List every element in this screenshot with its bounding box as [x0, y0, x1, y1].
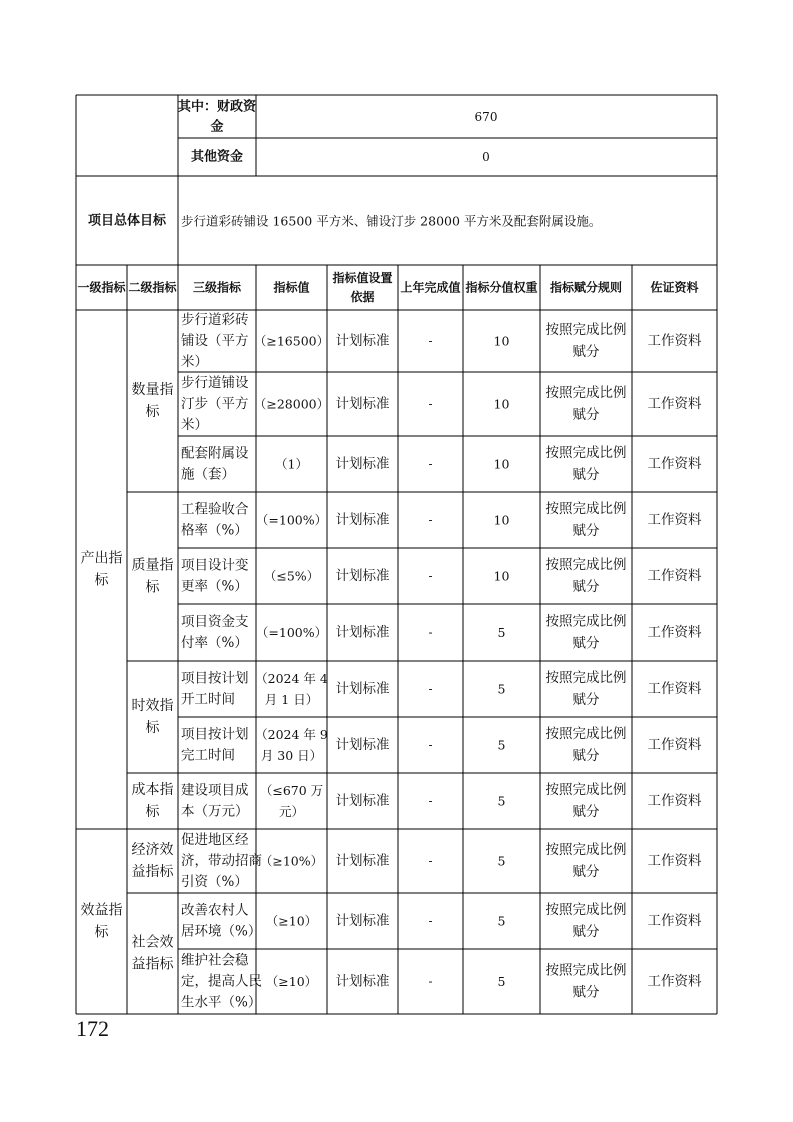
level2-label: 时效指	[131, 698, 174, 714]
level3-indicator: 定，提高人民	[181, 973, 262, 990]
level2-label: 经济效	[131, 842, 174, 858]
scoring-rule: 赋分	[572, 523, 600, 539]
level3-indicator: 生水平（%）	[181, 994, 262, 1011]
scoring-rule: 按照完成比例	[545, 557, 627, 573]
evidence: 工作资料	[647, 396, 702, 412]
level2-label: 标	[145, 404, 160, 420]
previous-value: -	[428, 794, 433, 808]
scoring-rule: 按照完成比例	[545, 322, 627, 338]
level3-indicator: 改善农村人	[181, 902, 249, 919]
scoring-rule: 赋分	[572, 984, 600, 1001]
scoring-rule: 赋分	[572, 924, 600, 940]
scoring-rule: 按照完成比例	[545, 670, 627, 686]
indicator-weight: 5	[497, 913, 506, 929]
level1-label: 标	[94, 924, 109, 941]
level2-label: 益指标	[131, 864, 174, 880]
indicator-basis: 计划标准	[335, 913, 390, 929]
level2-label: 社会效	[131, 934, 174, 951]
level3-indicator: 铺设（平方	[181, 333, 249, 349]
evidence: 工作资料	[647, 333, 702, 349]
indicator-weight: 5	[497, 737, 506, 753]
level3-indicator: 施（套）	[181, 466, 235, 483]
indicator-value: （≥10）	[265, 974, 318, 989]
indicator-value: （2024 年 4	[255, 671, 328, 686]
evidence: 工作资料	[647, 793, 702, 809]
indicator-basis: 计划标准	[335, 333, 390, 349]
indicator-value: （≤670 万	[259, 783, 324, 798]
header-weight: 指标分值权重	[465, 280, 538, 295]
other-funds-value: 0	[482, 150, 490, 164]
indicator-basis: 计划标准	[335, 624, 390, 641]
indicator-basis: 计划标准	[335, 512, 390, 528]
scoring-rule: 按照完成比例	[545, 501, 627, 517]
indicator-basis: 计划标准	[335, 568, 390, 584]
fiscal-funds-label: 其中：财政资	[177, 99, 257, 115]
scoring-rule: 按照完成比例	[545, 782, 627, 798]
indicator-value: （≥28000）	[253, 396, 330, 412]
header-previous: 上年完成值	[400, 280, 461, 295]
header-level2: 二级指标	[128, 280, 177, 295]
level3-indicator: 步行道铺设	[181, 375, 249, 391]
indicator-basis: 计划标准	[335, 681, 390, 697]
scoring-rule: 赋分	[572, 864, 600, 880]
indicator-basis: 计划标准	[335, 396, 390, 412]
level1-label: 效益指	[80, 902, 123, 919]
scoring-rule: 赋分	[572, 407, 600, 423]
previous-value: -	[428, 914, 433, 928]
level3-indicator: 本（万元）	[181, 803, 249, 820]
indicator-weight: 5	[497, 974, 506, 989]
level3-indicator: 居环境（%）	[181, 923, 262, 940]
other-funds-label: 其他资金	[190, 149, 244, 165]
indicator-value: （≥10）	[265, 913, 318, 929]
indicator-basis: 计划标准	[335, 456, 390, 472]
level3-indicator: 引资（%）	[181, 874, 248, 890]
level3-indicator: 项目按计划	[181, 726, 249, 743]
level3-indicator: 完工时间	[181, 747, 235, 764]
previous-value: -	[428, 854, 433, 868]
evidence: 工作资料	[647, 681, 702, 697]
level3-indicator: 汀步（平方	[181, 396, 249, 412]
level3-indicator: 项目设计变	[181, 557, 249, 574]
level3-indicator: 付率（%）	[181, 635, 248, 651]
scoring-rule: 赋分	[572, 635, 600, 652]
level3-indicator: 促进地区经	[181, 832, 249, 848]
level1-label: 产出指	[80, 550, 123, 567]
previous-value: -	[428, 569, 433, 583]
level3-indicator: 项目按计划	[181, 670, 249, 687]
indicator-value: （≥16500）	[253, 333, 330, 349]
evidence: 工作资料	[647, 737, 702, 753]
header-level1: 一级指标	[77, 280, 126, 295]
scoring-rule: 按照完成比例	[545, 902, 627, 918]
evidence: 工作资料	[647, 624, 702, 641]
indicator-weight: 10	[493, 396, 510, 412]
header-rule: 指标赋分规则	[549, 280, 623, 295]
indicator-weight: 10	[493, 456, 510, 472]
previous-value: -	[428, 974, 433, 989]
level3-indicator: 更率（%）	[181, 578, 248, 595]
indicator-basis: 计划标准	[335, 973, 390, 990]
header-evidence: 佐证资料	[650, 280, 699, 295]
header-level3: 三级指标	[192, 280, 242, 295]
scoring-rule: 赋分	[572, 579, 600, 595]
indicator-weight: 10	[493, 512, 510, 528]
evidence: 工作资料	[647, 973, 702, 990]
scoring-rule: 按照完成比例	[545, 613, 627, 630]
indicator-value: 月 1 日）	[264, 692, 319, 707]
level3-indicator: 建设项目成	[181, 782, 249, 799]
header-value: 指标值	[273, 280, 310, 295]
level2-label: 标	[145, 579, 160, 596]
indicator-weight: 5	[497, 793, 506, 809]
level2-label: 质量指	[131, 557, 174, 574]
previous-value: -	[428, 625, 433, 640]
overall-goal-text: 步行道彩砖铺设 16500 平方米、铺设汀步 28000 平方米及配套附属设施。	[181, 213, 602, 229]
level3-indicator: 米）	[181, 354, 208, 370]
indicator-value: （=100%）	[255, 512, 328, 528]
indicator-value: （2024 年 9	[255, 727, 328, 742]
scoring-rule: 赋分	[572, 804, 600, 820]
scoring-rule: 按照完成比例	[545, 385, 627, 401]
indicator-weight: 5	[497, 853, 506, 869]
indicator-basis: 计划标准	[335, 853, 390, 869]
indicator-weight: 10	[493, 333, 510, 349]
evidence: 工作资料	[647, 456, 702, 472]
previous-value: -	[428, 334, 433, 348]
level3-indicator: 维护社会稳	[181, 952, 249, 969]
fiscal-funds-value: 670	[474, 110, 498, 124]
indicator-value: 月 30 日）	[260, 748, 323, 763]
evidence: 工作资料	[647, 512, 702, 528]
level2-label: 标	[145, 720, 160, 736]
scoring-rule: 赋分	[572, 692, 600, 708]
scoring-rule: 按照完成比例	[545, 842, 627, 858]
header-basis: 指标值设置	[332, 271, 393, 285]
level1-label: 标	[94, 572, 109, 589]
indicator-value: （≥10%）	[259, 853, 324, 869]
indicator-weight: 5	[497, 625, 506, 640]
level3-indicator: 格率（%）	[181, 522, 248, 539]
level3-indicator: 开工时间	[181, 691, 235, 708]
scoring-rule: 赋分	[572, 748, 600, 764]
header-basis: 依据	[350, 290, 375, 304]
level2-label: 成本指	[131, 782, 174, 798]
level3-indicator: 步行道彩砖	[181, 312, 249, 328]
previous-value: -	[428, 397, 433, 411]
scoring-rule: 按照完成比例	[545, 726, 627, 742]
level3-indicator: 配套附属设	[181, 445, 249, 462]
level2-label: 标	[145, 804, 160, 820]
previous-value: -	[428, 682, 433, 696]
indicator-basis: 计划标准	[335, 737, 390, 753]
indicator-value: （1）	[275, 456, 308, 472]
level3-indicator: 米）	[181, 417, 208, 433]
indicator-value: （=100%）	[255, 625, 328, 640]
previous-value: -	[428, 513, 433, 527]
level3-indicator: 济，带动招商	[181, 853, 262, 869]
indicator-weight: 10	[493, 568, 510, 584]
level2-label: 数量指	[131, 382, 174, 398]
indicator-basis: 计划标准	[335, 793, 390, 809]
level3-indicator: 工程验收合	[181, 501, 249, 518]
evidence: 工作资料	[647, 853, 702, 869]
indicator-weight: 5	[497, 681, 506, 697]
indicator-value: 元）	[278, 804, 305, 819]
level2-label: 益指标	[131, 956, 174, 973]
scoring-rule: 按照完成比例	[545, 962, 627, 979]
overall-goal-label: 项目总体目标	[87, 213, 167, 229]
level3-indicator: 项目资金支	[181, 614, 249, 630]
scoring-rule: 赋分	[572, 344, 600, 360]
evidence: 工作资料	[647, 568, 702, 584]
evidence: 工作资料	[647, 913, 702, 929]
scoring-rule: 赋分	[572, 467, 600, 483]
scoring-rule: 按照完成比例	[545, 445, 627, 461]
indicator-value: （≤5%）	[263, 568, 320, 584]
previous-value: -	[428, 457, 433, 471]
previous-value: -	[428, 738, 433, 752]
page-number: 172	[76, 1016, 109, 1041]
fiscal-funds-label: 金	[210, 119, 224, 135]
